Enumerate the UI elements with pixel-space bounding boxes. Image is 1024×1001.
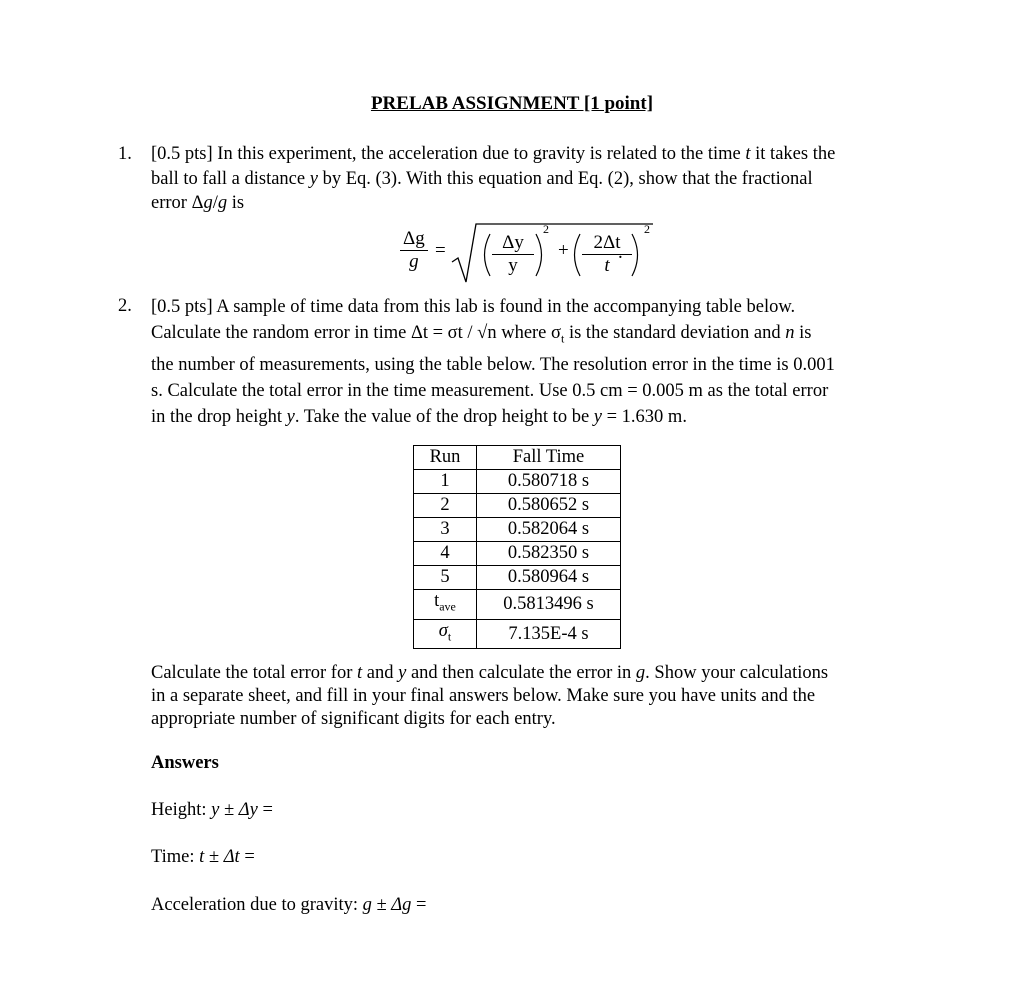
sigma-label: $\sigma_t$ — [414, 619, 477, 649]
question-1-number: 1. — [118, 144, 132, 164]
gravity-answer-line: Acceleration due to gravity: g ± Δg = — [151, 895, 427, 915]
header-run: Run — [414, 446, 477, 470]
instructions-paragraph: Calculate the total error for t and y and then calculate the error in g. Show your calculations in a separate sheet, and fill in your final answers below. Make sure you have units and the appropriate number of significant digits for each entry. — [151, 663, 829, 729]
table-row: 3 0.582064 s — [414, 518, 621, 542]
question-2-text: [0.5 pts] A sample of time data from this lab is found in the accompanying table below. Calculate the random error in time Δt = σt / √n where $\sigma_t$ is the standard deviation and n is the number of measurements, using the table below. The resolution error in the time is 0.001 s. Calculate the total error in the time measurement. Use 0.5 cm = 0.005 m as the total error in the drop height y. Take the value of the drop height to be y = 1.630 m. — [151, 297, 835, 427]
average-value: 0.5813496 s — [477, 590, 621, 620]
page-title: PRELAB ASSIGNMENT [1 point] — [370, 93, 654, 114]
fall-time-table — [413, 445, 621, 649]
equation-period: . — [618, 242, 623, 263]
table-row: 1 0.580718 s — [414, 470, 621, 494]
plus-sign: + — [558, 240, 569, 261]
exponent-1: 2 — [543, 222, 549, 236]
two-dt-over-t-fraction: $\frac{2\Delta t}{t}$ — [582, 232, 632, 277]
table-row: 4 0.582350 s — [414, 542, 621, 566]
header-fall-time: Fall Time — [477, 446, 621, 470]
table-row-average — [414, 590, 621, 620]
answers-heading: Answers — [151, 753, 219, 773]
q1-points: [0.5 pts] — [151, 144, 213, 164]
question-1-text: [0.5 pts] In this experiment, the acceleration due to gravity is related to the time t it takes the ball to fall a distance y by Eq. (3). With this equation and Eq. (2), show that the fractional error Δg/g is — [151, 144, 836, 213]
table-header-row — [414, 446, 621, 470]
exponent-2: 2 — [644, 222, 650, 236]
time-answer-line: Time: t ± Δt = — [151, 847, 255, 867]
dy-over-y-fraction: $\frac{\Delta y}{y}$ — [492, 232, 534, 277]
sigma-value: 7.135E-4 s — [477, 619, 621, 649]
q2-points: [0.5 pts] — [151, 297, 213, 317]
random-error-formula: Δt = σt / √n — [410, 323, 497, 343]
table-row: 5 0.580964 s — [414, 566, 621, 590]
table-row-sigma — [414, 619, 621, 649]
equals-sign: = — [435, 240, 446, 261]
average-label: $t_{ave}$ — [414, 590, 477, 620]
question-2-number: 2. — [118, 296, 132, 316]
height-answer-line: Height: y ± Δy = — [151, 800, 273, 820]
lhs-fraction: $\frac{\Delta g}{g}$ — [400, 228, 428, 273]
table-row: 2 0.580652 s — [414, 494, 621, 518]
